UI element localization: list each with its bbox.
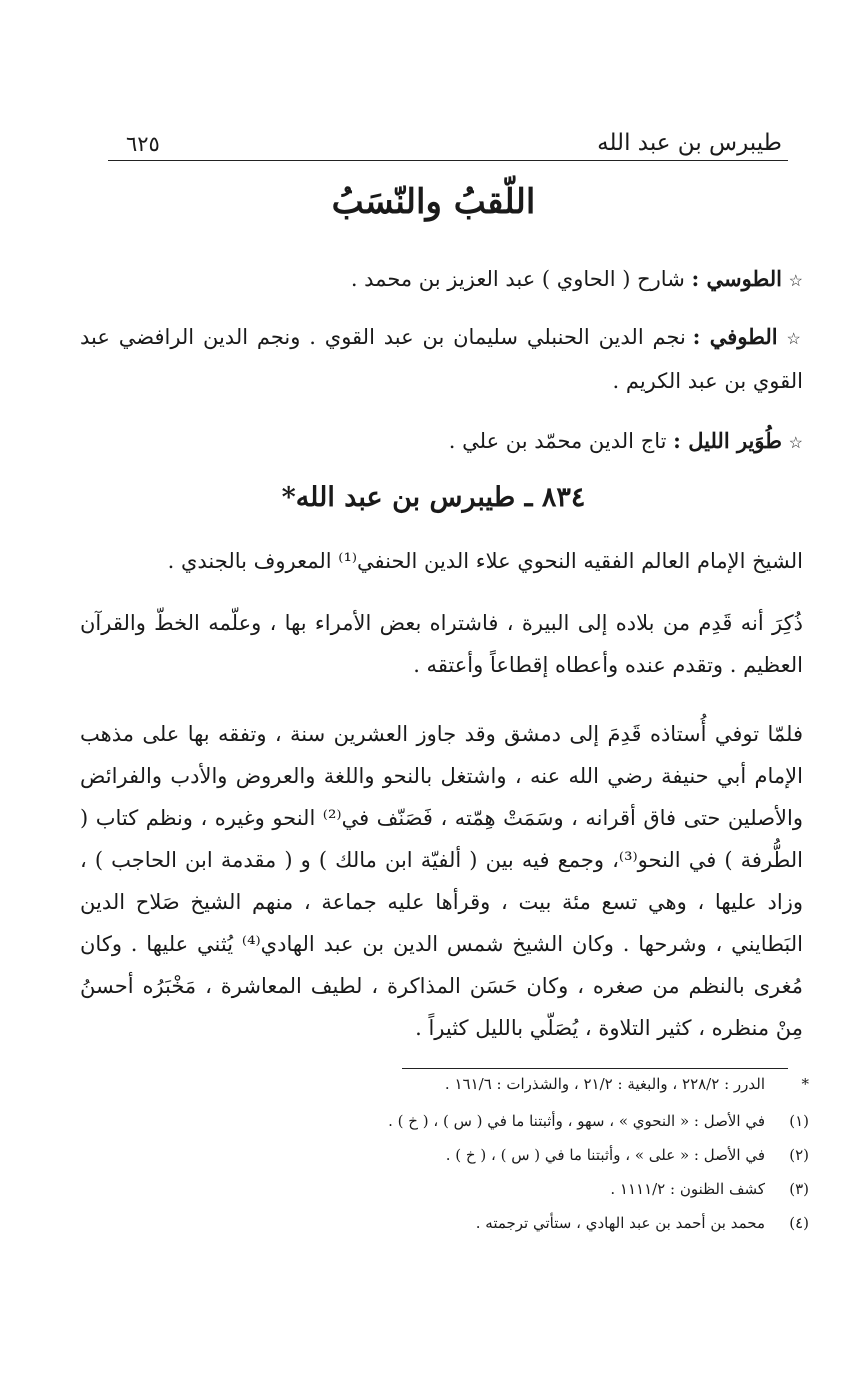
body-paragraph: الشيخ الإمام العالم الفقيه النحوي علاء الدين الحنفي⁽¹⁾ المعروف بالجندي .	[167, 549, 803, 573]
footnote-text: محمد بن أحمد بن عبد الهادي ، ستأتي ترجمته .	[475, 1214, 765, 1232]
running-title: طيبرس بن عبد الله	[597, 130, 782, 156]
footnote-text: الدرر : ٢٢٨/٢ ، والبغية : ٢١/٢ ، والشذرات : ١٦١/٦ .	[444, 1075, 765, 1093]
entry-heading: ٨٣٤ ـ طيبرس بن عبد الله*	[281, 482, 586, 513]
star-icon: ☆	[788, 433, 803, 452]
footnote-divider	[402, 1068, 788, 1069]
page-number: ٦٢٥	[126, 132, 160, 156]
page-header	[108, 120, 788, 161]
footnote-mark: (٢)	[789, 1146, 809, 1164]
star-icon: ☆	[786, 329, 803, 348]
nisba-term: الطوسي :	[691, 266, 782, 291]
footnote	[300, 1212, 809, 1234]
section-title: اللّقبُ والنّسَبُ	[331, 182, 536, 222]
nisba-text: تاج الدين محمّد بن علي .	[448, 429, 674, 453]
footnote	[300, 1144, 809, 1166]
footnote-mark: (١)	[789, 1112, 809, 1130]
footnote-mark: (٣)	[789, 1180, 809, 1198]
nisba-text: نجم الدين الحنبلي سليمان بن عبد القوي . ونجم الدين الرافضي عبد القوي بن عبد الكريم .	[80, 325, 803, 393]
body-paragraph: فلمّا توفي أُستاذه قَدِمَ إلى دمشق وقد جاوز العشرين سنة ، وتفقه بها على مذهب الإمام أبي حنيفة رضي الله عنه ، واشتغل بالنحو واللغة والعروض والأدب والفرائض والأصلين حتى فاق أقرانه ، وسَمَتْ هِمّته ، فَصَنّف في⁽²⁾ النحو وغيره ، ونظم كتاب ( الطُّرفة ) في النحو⁽³⁾، وجمع فيه بين ( ألفيّة ابن مالك ) و ( مقدمة ابن الحاجب ) ، وزاد عليها ، وهي تسع مئة بيت ، وقرأها عليه جماعة ، منهم الشيخ صَلاح الدين البَطايني ، وشرحها . وكان الشيخ شمس الدين بن عبد الهادي⁽⁴⁾ يُثني عليها . وكان مُغرى بالنظم من صغره ، وكان حَسَن المذاكرة ، لطيف المعاشرة ، مَخْبَرُه أحسنُ مِنْ منظره ، كثير التلاوة ، يُصَلّي بالليل كثيراً .	[80, 722, 803, 1040]
nisba-term: الطوفي :	[692, 324, 778, 349]
star-icon: ☆	[788, 271, 803, 290]
footnote	[300, 1073, 809, 1095]
nisba-entry	[80, 316, 803, 402]
footnote	[300, 1110, 809, 1132]
nisba-entry	[80, 420, 803, 464]
nisba-text: شارح ( الحاوي ) عبد العزيز بن محمد .	[350, 267, 692, 291]
nisba-entry	[80, 258, 803, 302]
footnote-mark: (٤)	[789, 1214, 809, 1232]
body-paragraph: ذُكِرَ أنه قَدِم من بلاده إلى البيرة ، فاشتراه بعض الأمراء بها ، وعلّمه الخطّ والقرآن العظيم . وتقدم عنده وأعطاه إقطاعاً وأعتقه .	[80, 611, 803, 677]
footnote	[300, 1178, 809, 1200]
footnote-text: كشف الظنون : ١١١١/٢ .	[610, 1180, 765, 1198]
footnote-text: في الأصل : « النحوي » ، سهو ، وأثبتنا ما في ( س ) ، ( خ ) .	[388, 1112, 765, 1130]
footnote-mark: *	[801, 1075, 809, 1093]
footnote-text: في الأصل : « على » ، وأثبتنا ما في ( س ) ، ( خ ) .	[445, 1146, 765, 1164]
nisba-term: طُوَير الليل :	[673, 428, 782, 453]
